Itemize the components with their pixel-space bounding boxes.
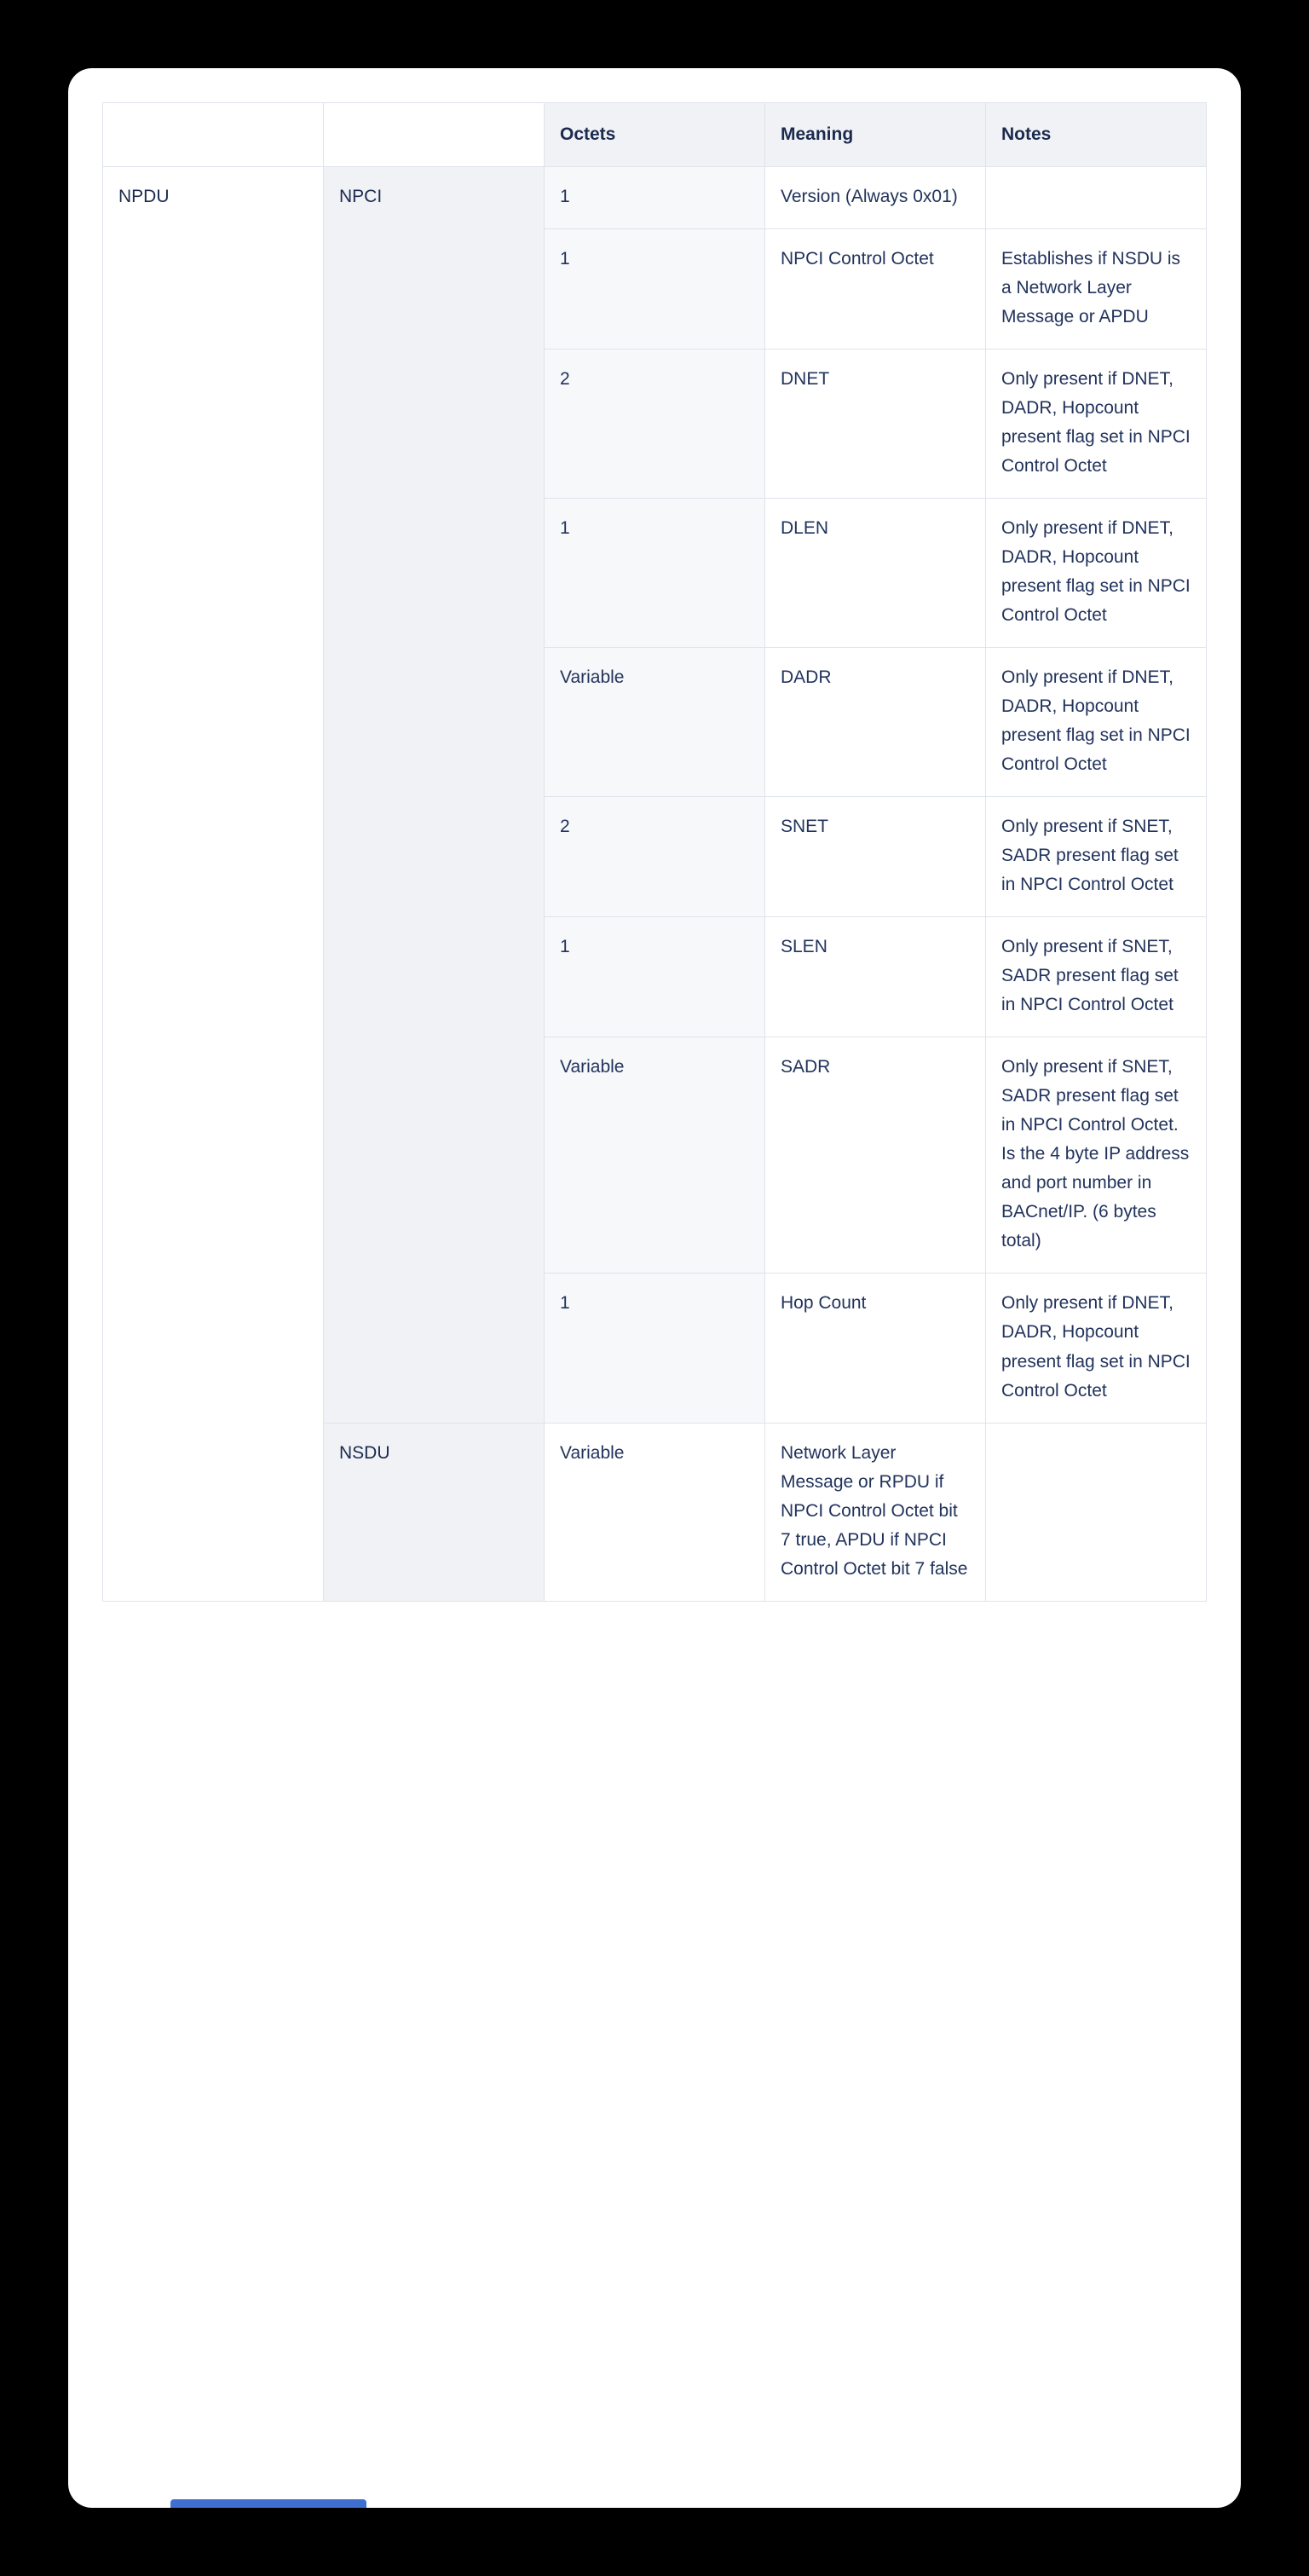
cell-notes: Only present if DNET, DADR, Hopcount present flag set in NPCI Control Octet xyxy=(986,1274,1207,1423)
cell-notes xyxy=(986,1423,1207,1601)
cell-octets: Variable xyxy=(545,1037,765,1274)
cell-notes: Only present if SNET, SADR present flag set in NPCI Control Octet. Is the 4 byte IP address and port number in BACnet/IP. (6 bytes total) xyxy=(986,1037,1207,1274)
cell-notes: Only present if DNET, DADR, Hopcount present flag set in NPCI Control Octet xyxy=(986,499,1207,648)
document-page xyxy=(68,68,1241,2508)
cell-octets: 1 xyxy=(545,917,765,1037)
pdu-label-cell: NPDU xyxy=(103,167,324,1602)
group-label-npci: NPCI xyxy=(324,167,545,1424)
npdu-structure-table xyxy=(102,102,1207,1602)
table-header-row xyxy=(103,103,1207,167)
cell-notes: Establishes if NSDU is a Network Layer Message or APDU xyxy=(986,229,1207,349)
cell-meaning: Hop Count xyxy=(765,1274,986,1423)
cell-notes xyxy=(986,167,1207,229)
cell-meaning: Network Layer Message or RPDU if NPCI Control Octet bit 7 true, APDU if NPCI Control Octet bit 7 false xyxy=(765,1423,986,1601)
table-body xyxy=(103,167,1207,1602)
progress-indicator-bar xyxy=(170,2499,366,2508)
cell-octets: Variable xyxy=(545,1423,765,1601)
cell-octets: 1 xyxy=(545,229,765,349)
table-header-blank-2 xyxy=(324,103,545,167)
cell-octets: 1 xyxy=(545,167,765,229)
table-header-notes: Notes xyxy=(986,103,1207,167)
cell-meaning: DADR xyxy=(765,648,986,797)
table-header-octets: Octets xyxy=(545,103,765,167)
cell-octets: 2 xyxy=(545,349,765,499)
cell-meaning: NPCI Control Octet xyxy=(765,229,986,349)
cell-octets: 1 xyxy=(545,1274,765,1423)
cell-meaning: Version (Always 0x01) xyxy=(765,167,986,229)
document-content xyxy=(102,102,1207,2508)
table-row xyxy=(103,167,1207,229)
cell-octets: 1 xyxy=(545,499,765,648)
cell-meaning: DLEN xyxy=(765,499,986,648)
cell-notes: Only present if DNET, DADR, Hopcount present flag set in NPCI Control Octet xyxy=(986,349,1207,499)
cell-octets: Variable xyxy=(545,648,765,797)
table-header xyxy=(103,103,1207,167)
cell-meaning: SNET xyxy=(765,797,986,917)
cell-notes: Only present if DNET, DADR, Hopcount present flag set in NPCI Control Octet xyxy=(986,648,1207,797)
table-header-meaning: Meaning xyxy=(765,103,986,167)
cell-notes: Only present if SNET, SADR present flag set in NPCI Control Octet xyxy=(986,917,1207,1037)
cell-meaning: DNET xyxy=(765,349,986,499)
cell-octets: 2 xyxy=(545,797,765,917)
table-header-blank-1 xyxy=(103,103,324,167)
cell-meaning: SLEN xyxy=(765,917,986,1037)
cell-notes: Only present if SNET, SADR present flag set in NPCI Control Octet xyxy=(986,797,1207,917)
group-label-nsdu: NSDU xyxy=(324,1423,545,1601)
cell-meaning: SADR xyxy=(765,1037,986,1274)
